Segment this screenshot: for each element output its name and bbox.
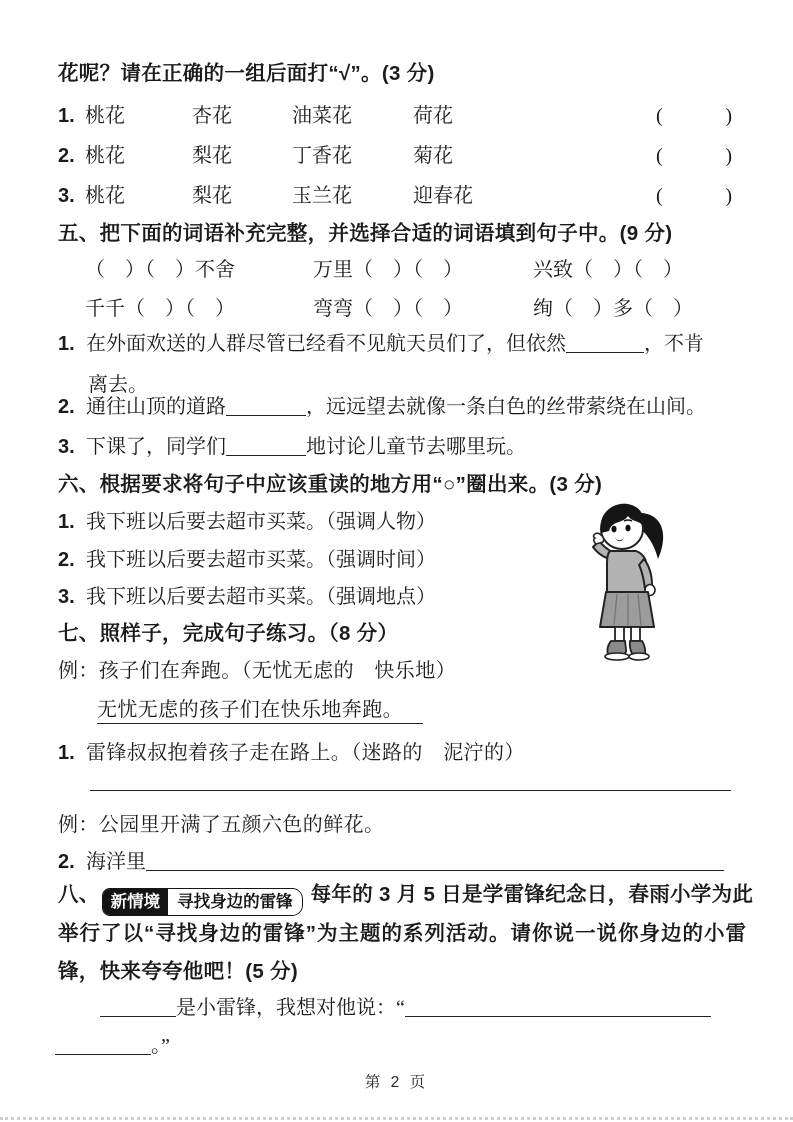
fill-blank	[226, 395, 306, 416]
answer-parens	[656, 183, 732, 210]
flower-word: 梨花	[192, 185, 232, 207]
answer-parens	[656, 143, 732, 170]
item-number: 3.	[58, 436, 75, 458]
answer-parens	[656, 103, 732, 130]
flower-word: 迎春花	[413, 185, 473, 207]
sentence-item	[58, 434, 526, 461]
emphasis-item	[58, 547, 436, 574]
sentence-text: 我下班以后要去超市买菜。（强调人物）	[86, 511, 436, 533]
section-seven-heading: 七、照样子，完成句子练习。（8 分）	[58, 622, 399, 645]
fill-blank	[405, 996, 711, 1017]
underlined-answer: 无忧无虑的孩子们在快乐地奔跑。	[97, 699, 423, 724]
paren-open: (	[656, 145, 663, 167]
paren-close: )	[725, 185, 732, 207]
scenario-tag: 寻找身边的雷锋	[168, 889, 302, 915]
flower-word: 丁香花	[292, 145, 352, 167]
flower-word: 菊花	[413, 145, 453, 167]
word-blank: 绚（ ）多（ ）	[533, 298, 693, 320]
item-number: 1.	[58, 511, 75, 533]
fill-blank	[226, 435, 306, 456]
fill-blank	[100, 996, 176, 1017]
paren-open: (	[656, 105, 663, 127]
sentence-text: ，不肯	[644, 333, 704, 355]
sentence-text: 雷锋叔叔抱着孩子走在路上。（迷路的 泥泞的）	[86, 742, 525, 764]
sentence-text: 地讨论儿童节去哪里玩。	[306, 436, 526, 458]
word-blank: 兴致（ ）（ ）	[533, 259, 683, 281]
intro-line: 花呢？请在正确的一组后面打“√”。(3 分)	[58, 62, 435, 85]
sentence-text: 通往山顶的道路	[86, 396, 226, 418]
sentence-text: ，远远望去就像一条白色的丝带萦绕在山间。	[306, 396, 706, 418]
scenario-capsule	[102, 888, 303, 916]
item-number: 2.	[58, 145, 75, 167]
paren-open: (	[656, 185, 663, 207]
item-number: 3.	[58, 185, 75, 207]
page-footer: 第 2 页	[364, 1074, 429, 1091]
scenario-badge: 新情境	[103, 889, 169, 915]
item-number: 2.	[58, 549, 75, 571]
section-five-heading: 五、把下面的词语补充完整，并选择合适的词语填到句子中。(9 分)	[58, 222, 673, 245]
answer-line	[100, 995, 711, 1022]
item-number: 1.	[58, 742, 75, 764]
flower-word: 桃花	[85, 145, 125, 167]
sentence-item	[58, 331, 704, 358]
flower-word: 杏花	[192, 105, 232, 127]
flower-word: 油菜花	[292, 105, 352, 127]
fill-blank	[55, 1034, 151, 1055]
girl-illustration	[584, 497, 690, 663]
sentence-text: 我下班以后要去超市买菜。（强调时间）	[86, 549, 436, 571]
sentence-item	[58, 394, 706, 421]
fill-blank	[566, 332, 644, 353]
section-eight-heading-row	[58, 881, 753, 916]
item-number: 1.	[58, 105, 75, 127]
item-number: 2.	[58, 396, 75, 418]
section-eight-number: 八、	[58, 883, 100, 906]
example-sentence: 例：公园里开满了五颜六色的鲜花。	[58, 814, 385, 836]
flower-word: 桃花	[85, 105, 125, 127]
paren-close: )	[725, 145, 732, 167]
word-blank: 万里（ ）（ ）	[313, 259, 463, 281]
sentence-continuation: 离去。	[88, 374, 148, 396]
emphasis-item	[58, 509, 436, 536]
flower-word: 桃花	[85, 185, 125, 207]
sentence-text: 我下班以后要去超市买菜。（强调地点）	[86, 586, 436, 608]
sentence-text: 是小雷锋，我想对他说：“	[176, 997, 405, 1019]
paragraph-line: 锋，快来夸夸他吧！(5 分)	[58, 960, 298, 983]
paren-close: )	[725, 105, 732, 127]
word-blank: 千千（ ）（ ）	[85, 298, 235, 320]
flower-word: 梨花	[192, 145, 232, 167]
word-blank: （ ）（ ）不舍	[85, 259, 235, 281]
example-answer	[97, 697, 423, 724]
flower-word: 玉兰花	[292, 185, 352, 207]
paragraph-line: 每年的 3 月 5 日是学雷锋纪念日，春雨小学为此	[310, 883, 754, 906]
item-number: 1.	[58, 333, 75, 355]
section-six-heading: 六、根据要求将句子中应该重读的地方用“○”圈出来。(3 分)	[58, 473, 603, 496]
sentence-text: 。”	[151, 1035, 170, 1057]
item-number: 3.	[58, 586, 75, 608]
sentence-text: 海洋里	[86, 851, 146, 873]
answer-blank-line	[90, 773, 731, 791]
example-sentence: 例：孩子们在奔跑。（无忧无虑的 快乐地）	[58, 660, 456, 682]
emphasis-item	[58, 584, 436, 611]
sentence-text: 下课了，同学们	[86, 436, 226, 458]
flower-word: 荷花	[413, 105, 453, 127]
fill-blank	[146, 850, 724, 871]
word-blank: 弯弯（ ）（ ）	[313, 298, 463, 320]
sentence-text: 在外面欢送的人群尽管已经看不见航天员们了，但依然	[86, 333, 566, 355]
practice-item	[58, 740, 525, 767]
practice-item	[58, 849, 724, 876]
item-number: 2.	[58, 851, 75, 873]
answer-line	[55, 1033, 170, 1060]
page-bottom-edge	[0, 1117, 793, 1120]
paragraph-line: 举行了以“寻找身边的雷锋”为主题的系列活动。请你说一说你身边的小雷	[58, 922, 747, 945]
